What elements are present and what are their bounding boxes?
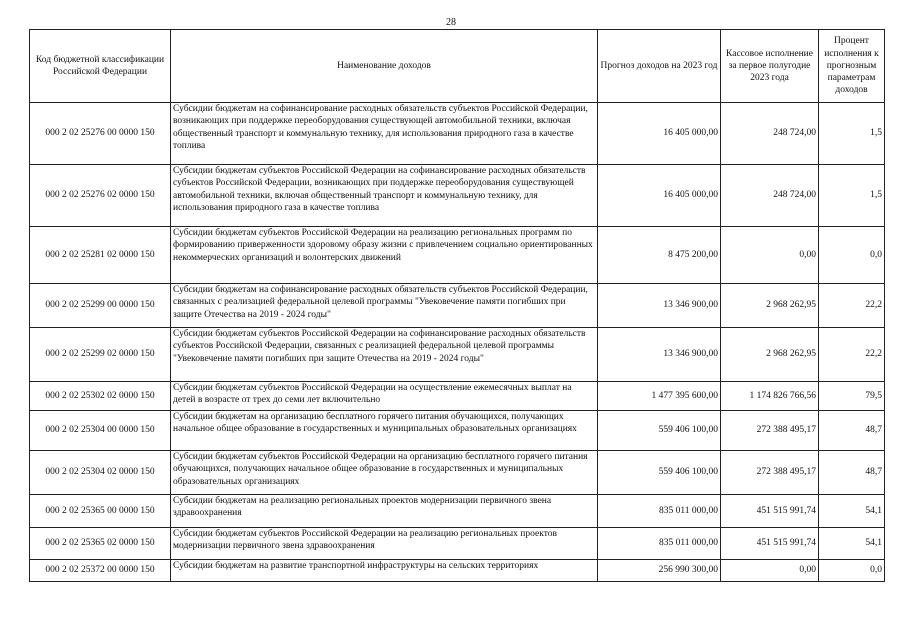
row-code: 000 2 02 25365 00 0000 150 <box>30 495 171 528</box>
row-plan: 16 405 000,00 <box>598 165 721 227</box>
table-row <box>30 165 885 227</box>
row-percent: 1,5 <box>819 165 885 227</box>
table-row <box>30 103 885 165</box>
header-execution: Кассовое исполнение за первое полугодие 2023 года <box>721 30 819 103</box>
row-execution: 451 515 991,74 <box>721 495 819 528</box>
header-name: Наименование доходов <box>171 30 598 103</box>
row-plan: 559 406 100,00 <box>598 451 721 495</box>
row-code: 000 2 02 25304 00 0000 150 <box>30 411 171 451</box>
row-percent: 0,0 <box>819 227 885 284</box>
row-plan: 1 477 395 600,00 <box>598 382 721 411</box>
row-code: 000 2 02 25299 00 0000 150 <box>30 284 171 328</box>
row-percent: 54,1 <box>819 528 885 560</box>
row-percent: 0,0 <box>819 560 885 582</box>
row-name: Субсидии бюджетам субъектов Российской Федерации на организацию бесплатного горячего питания обучающихся, получающих начальное общее образование в государственных и муниципальных образовательных организациях <box>171 451 598 495</box>
row-plan: 16 405 000,00 <box>598 103 721 165</box>
row-code: 000 2 02 25304 02 0000 150 <box>30 451 171 495</box>
table-row <box>30 560 885 582</box>
row-percent: 48,7 <box>819 411 885 451</box>
row-execution: 248 724,00 <box>721 165 819 227</box>
table-row <box>30 411 885 451</box>
table-row <box>30 227 885 284</box>
row-plan: 13 346 900,00 <box>598 328 721 382</box>
row-plan: 13 346 900,00 <box>598 284 721 328</box>
row-execution: 272 388 495,17 <box>721 411 819 451</box>
row-name: Субсидии бюджетам субъектов Российской Федерации на реализацию региональных программ по формированию приверженности здоровому образу жизни с привлечением социально ориентированных некоммерческих организаций и волонтерских движений <box>171 227 598 284</box>
table-row <box>30 328 885 382</box>
table-row <box>30 528 885 560</box>
row-plan: 835 011 000,00 <box>598 528 721 560</box>
row-plan: 8 475 200,00 <box>598 227 721 284</box>
row-execution: 248 724,00 <box>721 103 819 165</box>
row-name: Субсидии бюджетам на софинансирование расходных обязательств субъектов Российской Федерации, возникающих при поддержке переоборудования существующей автомобильной техники, включая общественный транспорт и коммунальную технику, для использования природного газа в качестве топлива <box>171 103 598 165</box>
header-code: Код бюджетной классификации Российской Федерации <box>30 30 171 103</box>
row-code: 000 2 02 25302 02 0000 150 <box>30 382 171 411</box>
header-percent: Процент исполнения к прогнозным параметрам доходов <box>819 30 885 103</box>
table-header-row <box>30 30 885 103</box>
row-name: Субсидии бюджетам на организацию бесплатного горячего питания обучающихся, получающих начальное общее образование в государственных и муниципальных образовательных организациях <box>171 411 598 451</box>
row-plan: 559 406 100,00 <box>598 411 721 451</box>
row-execution: 2 968 262,95 <box>721 284 819 328</box>
row-name: Субсидии бюджетам субъектов Российской Федерации на софинансирование расходных обязательств субъектов Российской Федерации, связанных с реализацией федеральной целевой программы "Увековечение памяти погибших при защите Отечества на 2019 - 2024 годы" <box>171 328 598 382</box>
table-row <box>30 284 885 328</box>
row-execution: 451 515 991,74 <box>721 528 819 560</box>
row-execution: 0,00 <box>721 560 819 582</box>
row-plan: 256 990 300,00 <box>598 560 721 582</box>
row-execution: 272 388 495,17 <box>721 451 819 495</box>
row-execution: 1 174 826 766,56 <box>721 382 819 411</box>
header-plan: Прогноз доходов на 2023 год <box>598 30 721 103</box>
row-name: Субсидии бюджетам на развитие транспортной инфраструктуры на сельских территориях <box>171 560 598 582</box>
row-percent: 48,7 <box>819 451 885 495</box>
row-percent: 22,2 <box>819 328 885 382</box>
row-percent: 79,5 <box>819 382 885 411</box>
row-code: 000 2 02 25299 02 0000 150 <box>30 328 171 382</box>
row-code: 000 2 02 25372 00 0000 150 <box>30 560 171 582</box>
row-name: Субсидии бюджетам субъектов Российской Федерации на софинансирование расходных обязательств субъектов Российской Федерации, возникающих при поддержке переоборудования существующей автомобильной техники, включая общественный транспорт и коммунальную технику, для использования природного газа в качестве топлива <box>171 165 598 227</box>
table-row <box>30 451 885 495</box>
row-code: 000 2 02 25276 02 0000 150 <box>30 165 171 227</box>
row-code: 000 2 02 25365 02 0000 150 <box>30 528 171 560</box>
row-percent: 1,5 <box>819 103 885 165</box>
row-execution: 0,00 <box>721 227 819 284</box>
row-execution: 2 968 262,95 <box>721 328 819 382</box>
revenue-table <box>29 29 885 582</box>
row-name: Субсидии бюджетам субъектов Российской Федерации на реализацию региональных проектов модернизации первичного звена здравоохранения <box>171 528 598 560</box>
row-name: Субсидии бюджетам на реализацию региональных проектов модернизации первичного звена здравоохранения <box>171 495 598 528</box>
row-plan: 835 011 000,00 <box>598 495 721 528</box>
row-percent: 22,2 <box>819 284 885 328</box>
row-code: 000 2 02 25281 02 0000 150 <box>30 227 171 284</box>
row-percent: 54,1 <box>819 495 885 528</box>
row-code: 000 2 02 25276 00 0000 150 <box>30 103 171 165</box>
row-name: Субсидии бюджетам на софинансирование расходных обязательств субъектов Российской Федерации, связанных с реализацией федеральной целевой программы "Увековечение памяти погибших при защите Отечества на 2019 - 2024 годы" <box>171 284 598 328</box>
page-number: 28 <box>446 17 456 28</box>
table-row <box>30 382 885 411</box>
row-name: Субсидии бюджетам субъектов Российской Федерации на осуществление ежемесячных выплат на детей в возрасте от трех до семи лет включительно <box>171 382 598 411</box>
table-row <box>30 495 885 528</box>
